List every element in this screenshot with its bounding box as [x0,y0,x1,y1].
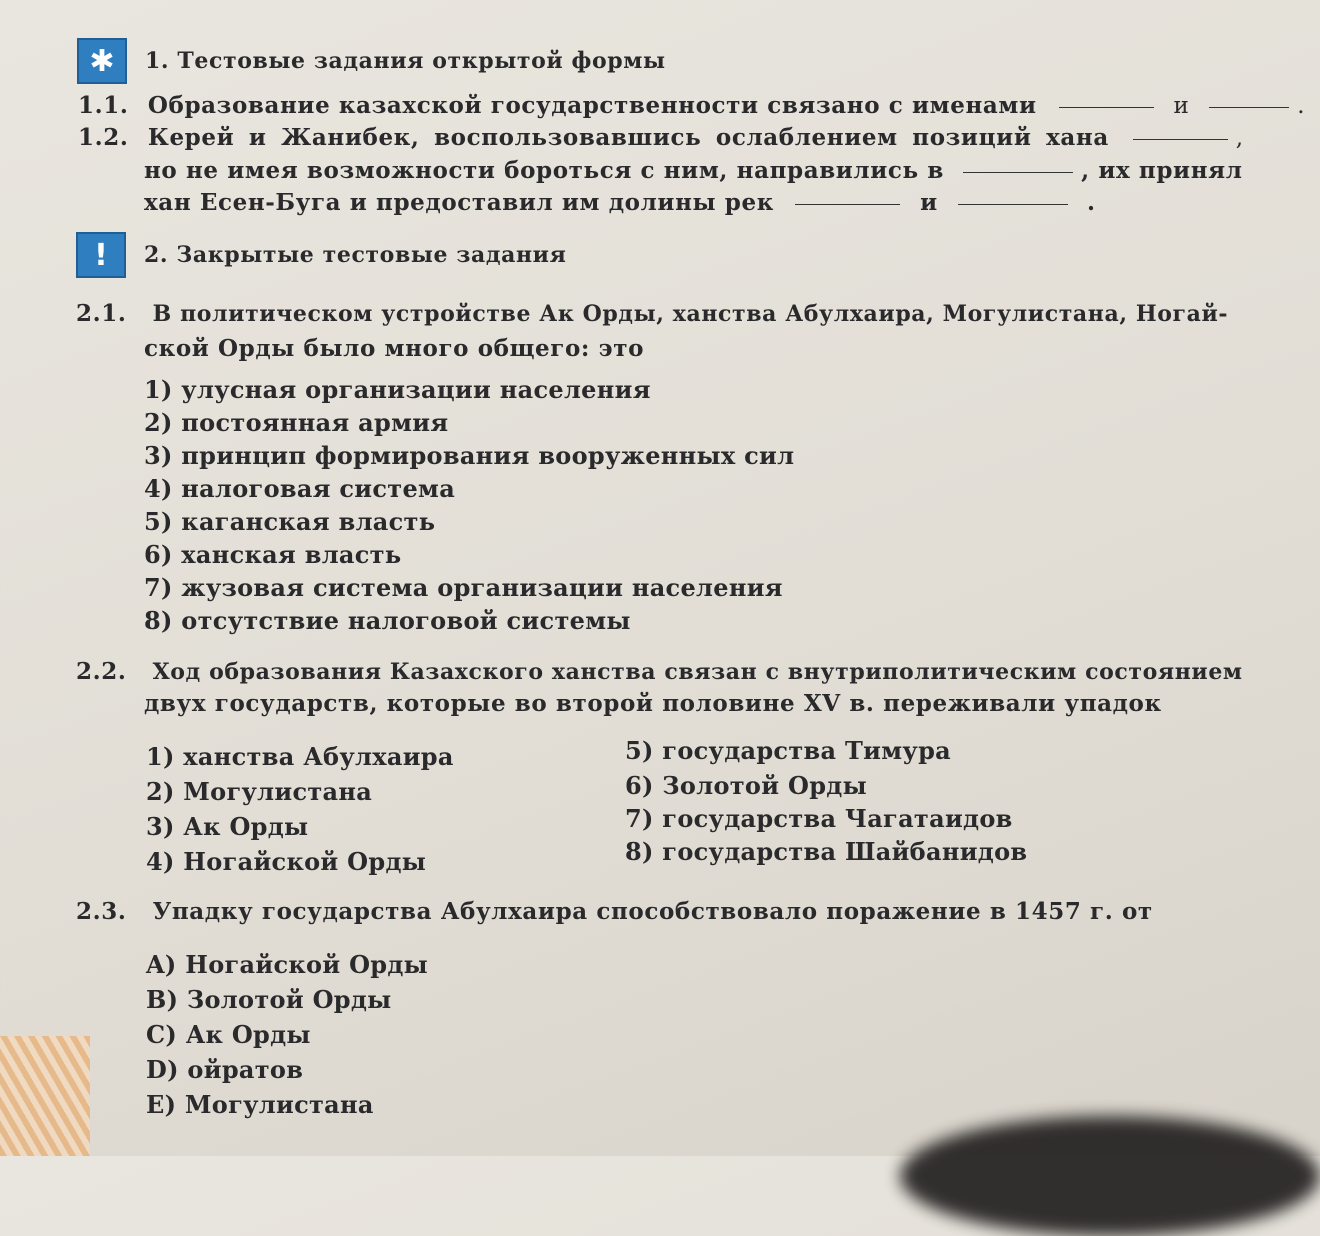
option-item[interactable]: C) Ак Орды [146,1020,311,1049]
question-2-1-line-2 [144,335,644,362]
question-text: Образование казахской государственности связано с именами [147,92,1037,119]
option-item[interactable]: 7) жузовая система организации населения [144,573,783,602]
answer-blank[interactable] [1209,106,1289,108]
option-item[interactable]: D) ойратов [146,1055,304,1084]
question-text: В политическом устройстве Ак Орды, ханства Абулхаира, Могулистана, Ногай- [152,301,1229,327]
answer-blank[interactable] [1133,138,1228,140]
question-number: 2.3. [76,898,127,925]
option-item[interactable]: 3) принцип формирования вооруженных сил [144,441,795,470]
question-number: 2.1. [76,300,127,327]
question-text: Ход образования Казахского ханства связан с внутриполитическим состоянием [152,659,1243,685]
question-text: , их принял [1081,157,1243,184]
punctuation: . [1087,189,1096,216]
question-2-2-line-1 [76,658,1243,685]
asterisk-icon: ✱ [77,38,127,84]
option-item[interactable]: B) Золотой Орды [146,985,392,1014]
answer-blank[interactable] [1059,106,1154,108]
question-2-1-line-1 [76,300,1228,327]
question-1-1 [78,92,1305,119]
conjunction-text: и [920,189,938,216]
option-item[interactable]: 2) постоянная армия [144,408,449,437]
question-text: хан Есен-Буга и предоставил им долины рек [144,189,774,216]
option-item[interactable]: A) Ногайской Орды [146,950,429,979]
answer-blank[interactable] [958,203,1068,205]
question-text: Упадку государства Абулхаира способствовало поражение в 1457 г. от [152,898,1153,925]
option-item[interactable]: 4) налоговая система [144,474,456,503]
option-item[interactable]: 6) Золотой Орды [625,771,867,800]
answer-blank[interactable] [795,203,900,205]
question-1-2-line-3 [144,189,1096,216]
question-2-3-line-1 [76,898,1153,925]
option-item[interactable]: 4) Ногайской Орды [146,847,427,876]
section-1-title: 1. Тестовые задания открытой формы [145,48,666,74]
exclamation-icon: ! [76,232,126,278]
conjunction-text: и [1173,93,1190,119]
option-item[interactable]: 3) Ак Орды [146,812,309,841]
option-item[interactable]: 8) государства Шайбанидов [625,837,1028,866]
question-text: но не имея возможности бороться с ним, направились в [144,157,944,184]
question-number: 1.2. [78,124,129,151]
answer-blank[interactable] [963,171,1073,173]
option-item[interactable]: 5) каганская власть [144,507,436,536]
background-fabric [0,1036,90,1156]
question-text: Керей и Жанибек, воспользовавшись ослаблением позиций хана [147,124,1109,151]
section-2-header [76,232,566,278]
question-number: 2.2. [76,658,127,685]
option-item[interactable]: 1) ханства Абулхаира [146,742,454,771]
question-number: 1.1. [78,92,129,119]
option-item[interactable]: 7) государства Чагатаидов [625,804,1013,833]
option-item[interactable]: 8) отсутствие налоговой системы [144,606,631,635]
question-1-2-line-2 [144,157,1243,184]
punctuation: . [1297,93,1306,119]
section-1-header [77,38,666,84]
option-item[interactable]: E) Могулистана [146,1090,374,1119]
question-text: двух государств, которые во второй половине XV в. переживали упадок [144,690,1162,717]
question-2-2-line-2 [144,690,1162,717]
option-item[interactable]: 2) Могулистана [146,777,373,806]
section-2-title: 2. Закрытые тестовые задания [144,242,567,268]
option-item[interactable]: 6) ханская власть [144,540,402,569]
option-item[interactable]: 1) улусная организации населения [144,375,651,404]
question-1-2-line-1 [78,124,1244,151]
question-text: ской Орды было много общего: это [144,335,645,362]
background-shadow [900,1116,1320,1236]
punctuation: , [1235,125,1244,151]
option-item[interactable]: 5) государства Тимура [625,736,951,765]
